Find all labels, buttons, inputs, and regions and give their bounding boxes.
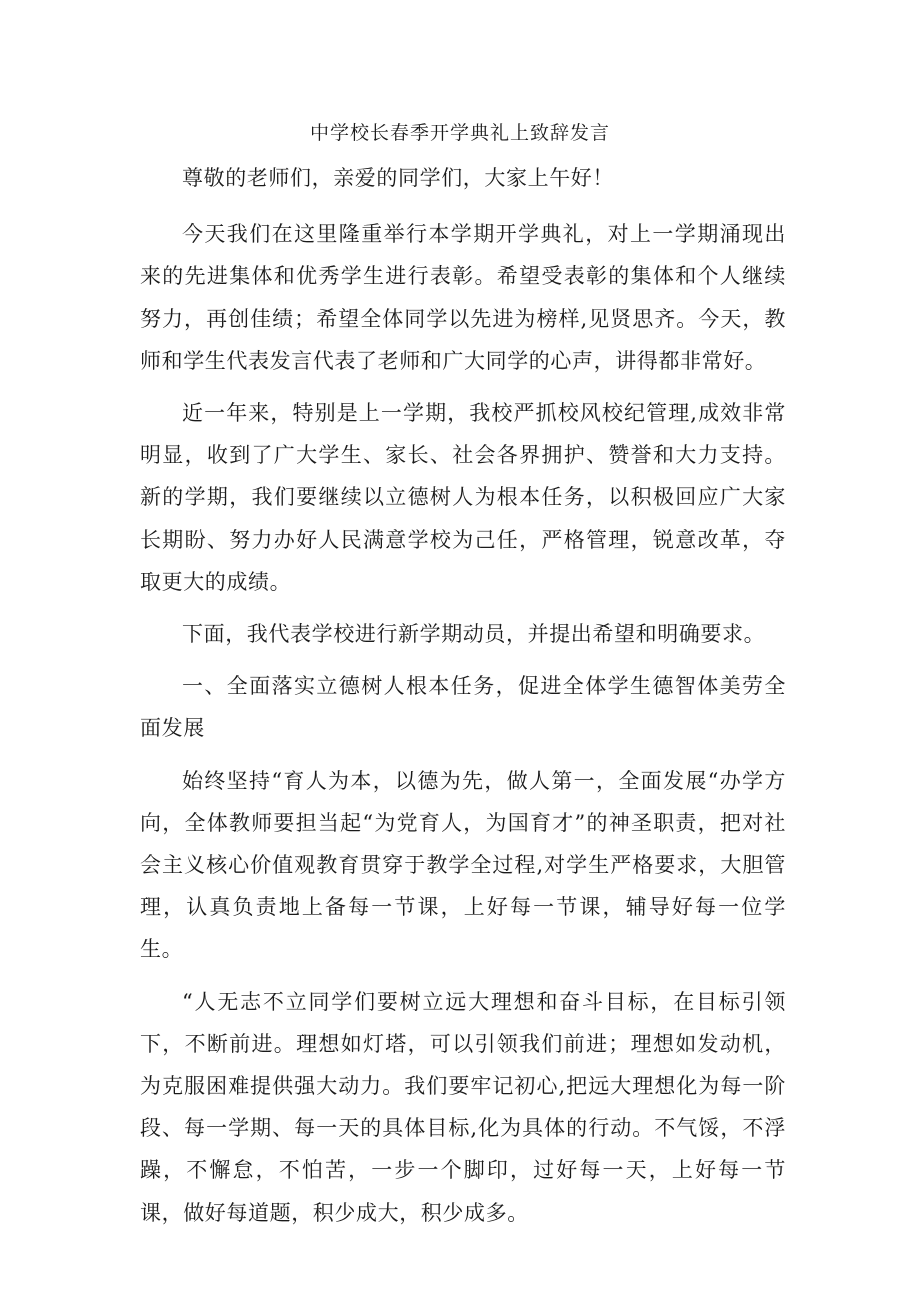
document-title: 中学校长春季开学典礼上致辞发言 (309, 122, 610, 144)
paragraph-teachers: 始终坚持“育人为本，以德为先，做人第一，全面发展“办学方向，全体教师要担当起“为党育人，为国育才”的神圣职责，把对社会主义核心价值观教育贯穿于教学全过程,对学生严格要求，大胆管理，认真负责地上备每一节课，上好每一节课，辅导好每一位学生。 (140, 768, 786, 962)
paragraph-ideals: “人无志不立同学们要树立远大理想和奋斗目标，在目标引领下，不断前进。理想如灯塔，可以引领我们前进；理想如发动机，为克服困难提供强大动力。我们要牢记初心,把远大理想化为每一阶段、每一学期、每一天的具体目标,化为具体的行动。不气馁，不浮躁，不懈怠，不怕苦，一步一个脚印，过好每一天，上好每一节课，做好每道题，积少成大，积少成多。 (140, 989, 786, 1225)
document-body (140, 157, 786, 1244)
paragraph-mobilization: 下面，我代表学校进行新学期动员，并提出希望和明确要求。 (182, 622, 766, 647)
paragraph-achievements: 近一年来，特别是上一学期，我校严抓校风校纪管理,成效非常明显，收到了广大学生、家长、社会各界拥护、赞誉和大力支持。新的学期，我们要继续以立德树人为根本任务，以积极回应广大家长期盼、努力办好人民满意学校为己任，严格管理，锐意改革，夺取更大的成绩。 (140, 401, 786, 594)
paragraph-opening: 今天我们在这里隆重举行本学期开学典礼，对上一学期涌现出来的先进集体和优秀学生进行表彰。希望受表彰的集体和个人继续努力，再创佳绩；希望全体同学以先进为榜样,见贤思齐。今天，教师和学生代表发言代表了老师和广大同学的心声，讲得都非常好。 (140, 222, 786, 373)
section-heading-one: 一、全面落实立德树人根本任务，促进全体学生德智体美劳全面发展 (140, 674, 786, 741)
paragraph-greeting: 尊敬的老师们，亲爱的同学们，大家上午好！ (182, 166, 614, 190)
